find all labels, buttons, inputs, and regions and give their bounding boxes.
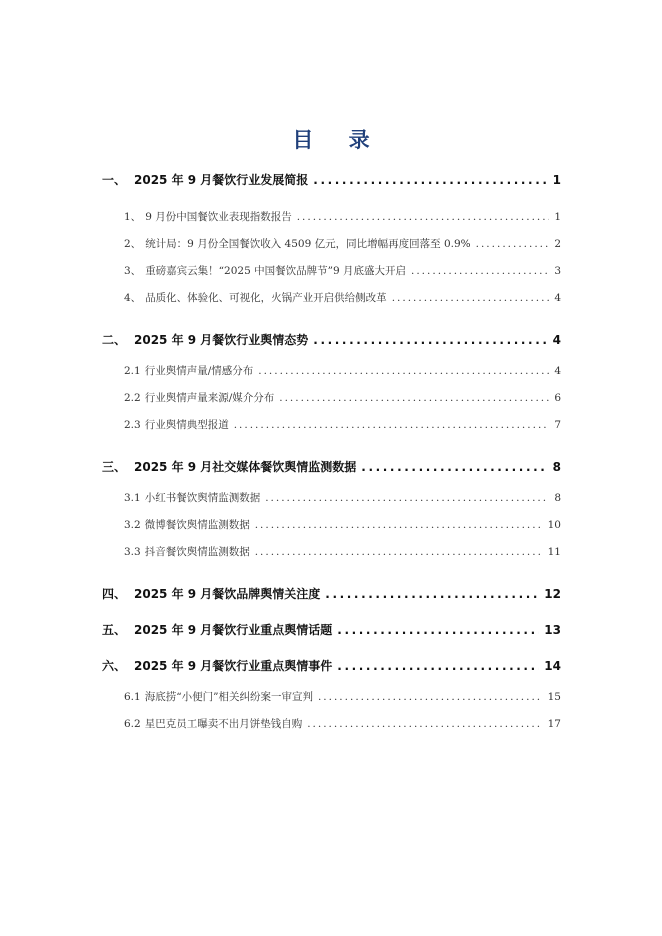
dot-leader [337, 659, 539, 673]
toc-entry-number: 6.1 [124, 691, 141, 703]
toc-entry-number: 二、 [102, 333, 127, 347]
toc-entry-number: 2.1 [124, 365, 141, 377]
toc-entry-page: 10 [547, 519, 561, 531]
dot-leader [313, 173, 547, 187]
toc-entry-label: 2025 年 9 月餐饮行业重点舆情事件 [134, 659, 333, 673]
toc-entry-number: 五、 [102, 623, 127, 637]
toc-entry-1-3[interactable] [124, 263, 561, 278]
dot-leader [297, 211, 550, 223]
toc-entry-1-1[interactable] [124, 209, 561, 224]
toc-entry-page: 7 [554, 419, 561, 431]
toc-entry-label: 微博餐饮舆情监测数据 [144, 519, 250, 531]
toc-entry-3-2[interactable] [124, 517, 561, 532]
toc-entry-section-3[interactable] [102, 458, 561, 475]
toc-entry-page: 8 [554, 492, 561, 504]
toc-entry-page: 8 [552, 460, 561, 474]
dot-leader [255, 546, 543, 558]
toc-entry-section-1[interactable] [102, 171, 561, 188]
toc-entry-label: 小红书餐饮舆情监测数据 [144, 492, 261, 504]
toc-entry-label: 2025 年 9 月餐饮行业发展简报 [134, 173, 309, 187]
toc-entry-page: 14 [544, 659, 561, 673]
toc-entry-label: 行业舆情声量/情感分布 [144, 365, 254, 377]
dot-leader [307, 718, 542, 730]
dot-leader [265, 492, 549, 504]
dot-leader [476, 238, 550, 250]
toc-entry-page: 6 [554, 392, 561, 404]
dot-leader [313, 333, 547, 347]
toc-entry-label: 2025 年 9 月餐饮品牌舆情关注度 [134, 587, 321, 601]
toc-entry-number: 四、 [102, 587, 127, 601]
toc-entry-label: 2025 年 9 月社交媒体餐饮舆情监测数据 [134, 460, 357, 474]
toc-entry-page: 11 [547, 546, 561, 558]
toc-entry-page: 1 [554, 211, 561, 223]
toc-entry-page: 17 [547, 718, 561, 730]
toc-entry-number: 3.3 [124, 546, 141, 558]
toc-entry-label: 抖音餐饮舆情监测数据 [144, 546, 250, 558]
toc-entry-number: 2.2 [124, 392, 141, 404]
dot-leader [392, 292, 550, 304]
dot-leader [258, 365, 549, 377]
toc-entry-number: 4、 [124, 292, 142, 304]
toc-entry-number: 一、 [102, 173, 127, 187]
toc-entry-number: 3、 [124, 265, 142, 277]
toc-entry-2-1[interactable] [124, 363, 561, 378]
toc-entry-1-2[interactable] [124, 236, 561, 251]
toc-entry-label: 星巴克员工曝卖不出月饼垫钱自购 [144, 718, 303, 730]
toc-entry-number: 3.1 [124, 492, 141, 504]
dot-leader [234, 419, 550, 431]
toc-entry-label: 行业舆情典型报道 [144, 419, 229, 431]
dot-leader [325, 587, 539, 601]
page-title: 目 录 [292, 128, 384, 152]
dot-leader [255, 519, 543, 531]
toc-entry-2-3[interactable] [124, 417, 561, 432]
toc-entry-number: 2.3 [124, 419, 141, 431]
toc-entry-page: 3 [554, 265, 561, 277]
toc-entry-page: 2 [554, 238, 561, 250]
toc-entry-section-6[interactable] [102, 657, 561, 674]
toc-entry-6-1[interactable] [124, 689, 561, 704]
toc-entry-label: 2025 年 9 月餐饮行业舆情态势 [134, 333, 309, 347]
toc-entry-page: 12 [544, 587, 561, 601]
toc-entry-page: 1 [552, 173, 561, 187]
dot-leader [411, 265, 549, 277]
toc-entry-3-3[interactable] [124, 544, 561, 559]
toc-entry-label: 行业舆情声量来源/媒介分布 [144, 392, 275, 404]
toc-entry-3-1[interactable] [124, 490, 561, 505]
toc-entry-page: 4 [554, 292, 561, 304]
toc-entry-page: 4 [554, 365, 561, 377]
toc-entry-label: 9 月份中国餐饮业表现指数报告 [145, 211, 292, 223]
toc-entry-label: 2025 年 9 月餐饮行业重点舆情话题 [134, 623, 333, 637]
toc-entry-page: 4 [552, 333, 561, 347]
toc-entry-page: 13 [544, 623, 561, 637]
toc-entry-label: 品质化、体验化、可视化，火锅产业开启供给侧改革 [145, 292, 387, 304]
toc-entry-1-4[interactable] [124, 290, 561, 305]
toc-entry-number: 六、 [102, 659, 127, 673]
toc-entry-label: 海底捞“小便门”相关纠纷案一审宣判 [144, 691, 313, 703]
toc-entry-section-5[interactable] [102, 621, 561, 638]
toc-entry-2-2[interactable] [124, 390, 561, 405]
dot-leader [361, 460, 547, 474]
dot-leader [279, 392, 549, 404]
dot-leader [337, 623, 539, 637]
toc-entry-section-4[interactable] [102, 585, 561, 602]
toc-entry-number: 三、 [102, 460, 127, 474]
toc-entry-label: 统计局：9 月份全国餐饮收入 4509 亿元，同比增幅再度回落至 0.9% [145, 238, 471, 250]
toc-entry-label: 重磅嘉宾云集！“2025 中国餐饮品牌节”9 月底盛大开启 [145, 265, 406, 277]
toc-entry-6-2[interactable] [124, 716, 561, 731]
dot-leader [318, 691, 543, 703]
toc-entry-section-2[interactable] [102, 331, 561, 348]
toc-entry-number: 1、 [124, 211, 142, 223]
toc-entry-number: 6.2 [124, 718, 141, 730]
toc-entry-number: 3.2 [124, 519, 141, 531]
toc-entry-page: 15 [547, 691, 561, 703]
toc-entry-number: 2、 [124, 238, 142, 250]
